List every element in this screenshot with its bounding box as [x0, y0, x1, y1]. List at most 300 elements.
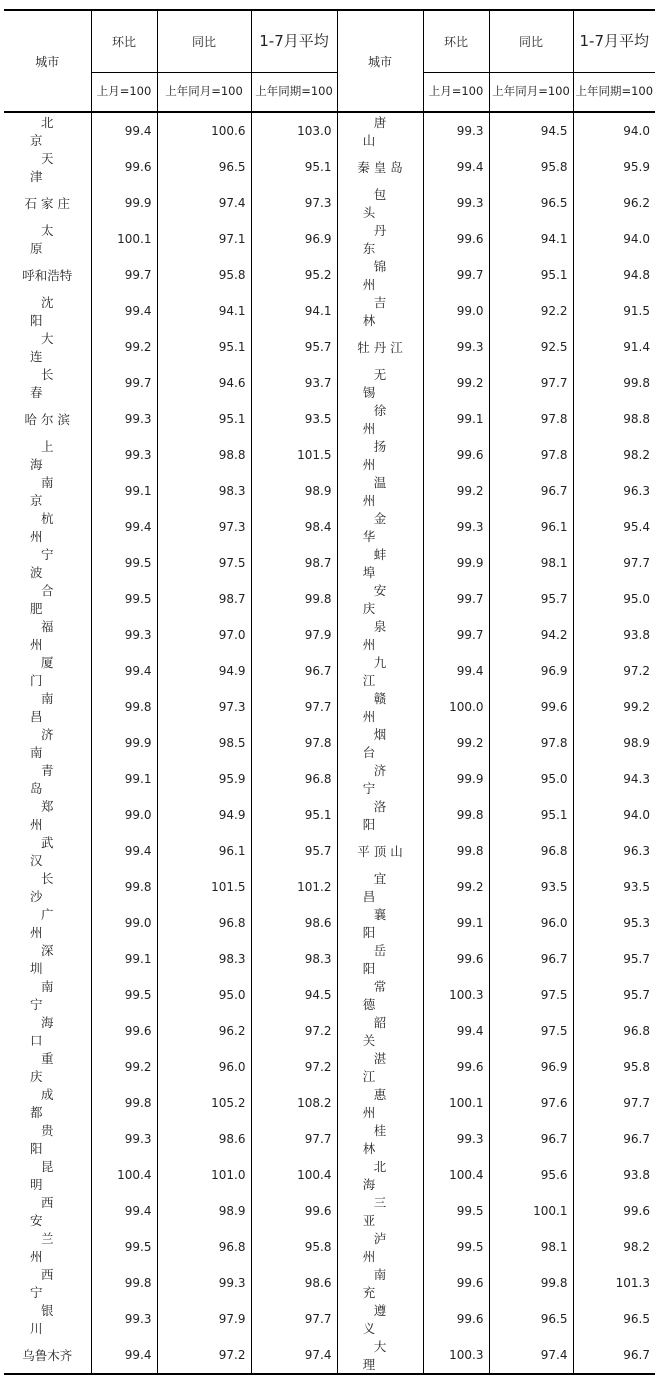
yoy-value-left: 105.2 — [157, 1085, 251, 1121]
mom-value-right: 99.7 — [423, 617, 489, 653]
table-row — [4, 365, 655, 401]
city-name-left: 武汉 — [29, 835, 76, 868]
yoy-value-left: 95.9 — [157, 761, 251, 797]
table-row — [4, 1229, 655, 1265]
avg-value-right: 93.5 — [573, 869, 655, 905]
mom-value-right: 99.2 — [423, 365, 489, 401]
mom-value-left: 99.4 — [91, 653, 157, 689]
avg-value-left: 101.5 — [251, 437, 337, 473]
avg-value-right: 95.4 — [573, 509, 655, 545]
header-yoy-base-right: 上年同月=100 — [489, 72, 573, 112]
yoy-value-left: 97.4 — [157, 185, 251, 221]
mom-value-right: 99.6 — [423, 1301, 489, 1337]
yoy-value-right: 94.1 — [489, 221, 573, 257]
city-name-left: 银川 — [29, 1303, 76, 1336]
header-city-right: 城市 — [337, 10, 423, 112]
city-name-left: 沈阳 — [29, 295, 76, 328]
yoy-value-right: 96.7 — [489, 1121, 573, 1157]
mom-value-left: 99.8 — [91, 689, 157, 725]
mom-value-right: 99.6 — [423, 941, 489, 977]
header-avg-left: 1-7月平均 — [251, 10, 337, 72]
city-name-left: 深圳 — [29, 943, 76, 976]
yoy-value-left: 96.5 — [157, 149, 251, 185]
mom-value-left: 99.4 — [91, 1337, 157, 1374]
mom-value-right: 100.3 — [423, 977, 489, 1013]
yoy-value-right: 95.0 — [489, 761, 573, 797]
yoy-value-left: 101.0 — [157, 1157, 251, 1193]
city-name-left: 太原 — [29, 223, 76, 256]
city-name-left: 宁波 — [29, 547, 76, 580]
mom-value-left: 99.5 — [91, 581, 157, 617]
yoy-value-right: 96.9 — [489, 653, 573, 689]
city-name-left: 厦门 — [29, 655, 76, 688]
yoy-value-left: 96.8 — [157, 905, 251, 941]
mom-value-right: 99.6 — [423, 1049, 489, 1085]
city-name-right: 无锡 — [337, 365, 423, 401]
mom-value-left: 99.3 — [91, 437, 157, 473]
city-name-left: 海口 — [29, 1015, 76, 1048]
yoy-value-left: 96.0 — [157, 1049, 251, 1085]
avg-value-right: 93.8 — [573, 1157, 655, 1193]
mom-value-left: 99.8 — [91, 869, 157, 905]
mom-value-left: 99.4 — [91, 509, 157, 545]
table-row — [4, 1157, 655, 1193]
mom-value-right: 99.7 — [423, 581, 489, 617]
yoy-value-right: 98.1 — [489, 1229, 573, 1265]
mom-value-right: 99.3 — [423, 185, 489, 221]
table-row — [4, 293, 655, 329]
avg-value-right: 91.5 — [573, 293, 655, 329]
city-name-right: 遵义 — [337, 1301, 423, 1337]
table-row — [4, 761, 655, 797]
yoy-value-right: 100.1 — [489, 1193, 573, 1229]
avg-value-right: 98.8 — [573, 401, 655, 437]
mom-value-left: 99.4 — [91, 1193, 157, 1229]
table-row — [4, 437, 655, 473]
header-avg-base-left: 上年同期=100 — [251, 72, 337, 112]
mom-value-left: 99.9 — [91, 185, 157, 221]
city-name-right: 安庆 — [337, 581, 423, 617]
avg-value-left: 94.1 — [251, 293, 337, 329]
mom-value-left: 99.9 — [91, 725, 157, 761]
city-name-left: 兰州 — [29, 1231, 76, 1264]
header-avg-right: 1-7月平均 — [573, 10, 655, 72]
mom-value-right: 99.3 — [423, 329, 489, 365]
mom-value-left: 99.8 — [91, 1265, 157, 1301]
mom-value-left: 99.4 — [91, 112, 157, 149]
mom-value-right: 99.1 — [423, 905, 489, 941]
city-name-right: 唐山 — [337, 112, 423, 149]
mom-value-left: 99.2 — [91, 1049, 157, 1085]
table-row — [4, 833, 655, 869]
header-yoy-right: 同比 — [489, 10, 573, 72]
city-name-left: 福州 — [29, 619, 76, 652]
avg-value-right: 99.2 — [573, 689, 655, 725]
city-name-right: 宜昌 — [337, 869, 423, 905]
mom-value-left: 99.7 — [91, 257, 157, 293]
avg-value-right: 95.9 — [573, 149, 655, 185]
yoy-value-left: 98.3 — [157, 473, 251, 509]
city-name-right: 九江 — [337, 653, 423, 689]
city-name-left: 哈尔滨 — [24, 412, 74, 427]
city-name-left: 郑州 — [29, 799, 76, 832]
city-name-right: 三亚 — [337, 1193, 423, 1229]
city-name-right: 洛阳 — [337, 797, 423, 833]
avg-value-right: 96.7 — [573, 1337, 655, 1374]
mom-value-right: 100.1 — [423, 1085, 489, 1121]
yoy-value-right: 97.8 — [489, 401, 573, 437]
header-mom-right: 环比 — [423, 10, 489, 72]
avg-value-left: 108.2 — [251, 1085, 337, 1121]
city-name-right: 常德 — [337, 977, 423, 1013]
yoy-value-left: 95.8 — [157, 257, 251, 293]
header-avg-base-right: 上年同期=100 — [573, 72, 655, 112]
table-row — [4, 1337, 655, 1374]
avg-value-left: 95.7 — [251, 833, 337, 869]
city-name-left: 广州 — [29, 907, 76, 940]
mom-value-left: 99.5 — [91, 977, 157, 1013]
header-mom-base-left: 上月=100 — [91, 72, 157, 112]
mom-value-left: 99.1 — [91, 761, 157, 797]
table-body — [4, 112, 655, 1374]
yoy-value-right: 97.5 — [489, 1013, 573, 1049]
city-name-right: 桂林 — [337, 1121, 423, 1157]
yoy-value-left: 98.8 — [157, 437, 251, 473]
avg-value-right: 95.7 — [573, 977, 655, 1013]
city-name-right: 扬州 — [337, 437, 423, 473]
city-name-left: 长沙 — [29, 871, 76, 904]
avg-value-left: 93.7 — [251, 365, 337, 401]
avg-value-left: 98.4 — [251, 509, 337, 545]
mom-value-left: 99.3 — [91, 1121, 157, 1157]
mom-value-right: 100.4 — [423, 1157, 489, 1193]
avg-value-left: 97.4 — [251, 1337, 337, 1374]
city-name-right: 丹东 — [337, 221, 423, 257]
city-name-right: 蚌埠 — [337, 545, 423, 581]
yoy-value-right: 97.7 — [489, 365, 573, 401]
avg-value-right: 93.8 — [573, 617, 655, 653]
city-name-right: 平顶山 — [337, 833, 423, 869]
mom-value-left: 99.5 — [91, 545, 157, 581]
yoy-value-right: 92.2 — [489, 293, 573, 329]
avg-value-left: 97.3 — [251, 185, 337, 221]
mom-value-left: 99.3 — [91, 401, 157, 437]
yoy-value-right: 97.6 — [489, 1085, 573, 1121]
mom-value-right: 99.0 — [423, 293, 489, 329]
avg-value-left: 96.8 — [251, 761, 337, 797]
avg-value-right: 91.4 — [573, 329, 655, 365]
city-name-right: 湛江 — [337, 1049, 423, 1085]
avg-value-right: 96.8 — [573, 1013, 655, 1049]
yoy-value-left: 98.7 — [157, 581, 251, 617]
mom-value-left: 99.7 — [91, 365, 157, 401]
city-name-right: 温州 — [337, 473, 423, 509]
mom-value-right: 99.4 — [423, 653, 489, 689]
avg-value-right: 94.0 — [573, 112, 655, 149]
avg-value-left: 99.8 — [251, 581, 337, 617]
city-name-right: 韶关 — [337, 1013, 423, 1049]
mom-value-left: 99.5 — [91, 1229, 157, 1265]
city-name-left: 西安 — [29, 1195, 76, 1228]
avg-value-right: 101.3 — [573, 1265, 655, 1301]
yoy-value-left: 97.0 — [157, 617, 251, 653]
city-name-right: 赣州 — [337, 689, 423, 725]
avg-value-left: 93.5 — [251, 401, 337, 437]
mom-value-right: 99.3 — [423, 509, 489, 545]
city-name-right: 北海 — [337, 1157, 423, 1193]
table-row — [4, 1265, 655, 1301]
avg-value-right: 97.2 — [573, 653, 655, 689]
table-row — [4, 1121, 655, 1157]
avg-value-right: 96.5 — [573, 1301, 655, 1337]
city-name-right: 济宁 — [337, 761, 423, 797]
mom-value-left: 99.4 — [91, 293, 157, 329]
avg-value-right: 97.7 — [573, 545, 655, 581]
yoy-value-left: 95.1 — [157, 329, 251, 365]
yoy-value-right: 95.7 — [489, 581, 573, 617]
header-mom-left: 环比 — [91, 10, 157, 72]
yoy-value-right: 97.5 — [489, 977, 573, 1013]
mom-value-right: 99.9 — [423, 761, 489, 797]
avg-value-left: 94.5 — [251, 977, 337, 1013]
avg-value-right: 94.0 — [573, 221, 655, 257]
city-name-right: 包头 — [337, 185, 423, 221]
city-name-left: 石家庄 — [24, 196, 74, 211]
city-name-left: 昆明 — [29, 1159, 76, 1192]
yoy-value-left: 97.3 — [157, 689, 251, 725]
table-row — [4, 473, 655, 509]
table-row — [4, 797, 655, 833]
yoy-value-left: 94.9 — [157, 797, 251, 833]
table-row — [4, 689, 655, 725]
table-row — [4, 149, 655, 185]
avg-value-left: 98.9 — [251, 473, 337, 509]
city-name-right: 泸州 — [337, 1229, 423, 1265]
avg-value-left: 97.7 — [251, 1121, 337, 1157]
city-name-right: 锦州 — [337, 257, 423, 293]
table-row — [4, 1301, 655, 1337]
yoy-value-left: 95.1 — [157, 401, 251, 437]
mom-value-right: 99.5 — [423, 1229, 489, 1265]
avg-value-left: 97.7 — [251, 1301, 337, 1337]
table-row — [4, 257, 655, 293]
yoy-value-right: 93.5 — [489, 869, 573, 905]
header-city-left: 城市 — [35, 54, 60, 69]
yoy-value-right: 98.1 — [489, 545, 573, 581]
table-row — [4, 221, 655, 257]
yoy-value-right: 96.0 — [489, 905, 573, 941]
yoy-value-right: 99.6 — [489, 689, 573, 725]
avg-value-right: 96.7 — [573, 1121, 655, 1157]
mom-value-right: 99.1 — [423, 401, 489, 437]
city-name-left: 重庆 — [29, 1051, 76, 1084]
yoy-value-right: 96.8 — [489, 833, 573, 869]
mom-value-right: 100.0 — [423, 689, 489, 725]
yoy-value-left: 94.1 — [157, 293, 251, 329]
avg-value-right: 94.0 — [573, 797, 655, 833]
mom-value-right: 100.3 — [423, 1337, 489, 1374]
yoy-value-right: 95.1 — [489, 257, 573, 293]
yoy-value-right: 97.4 — [489, 1337, 573, 1374]
city-name-right: 襄阳 — [337, 905, 423, 941]
avg-value-left: 96.9 — [251, 221, 337, 257]
mom-value-left: 99.2 — [91, 329, 157, 365]
mom-value-right: 99.6 — [423, 221, 489, 257]
city-name-right: 岳阳 — [337, 941, 423, 977]
avg-value-left: 101.2 — [251, 869, 337, 905]
mom-value-right: 99.5 — [423, 1193, 489, 1229]
city-name-left: 南宁 — [29, 979, 76, 1012]
yoy-value-left: 96.8 — [157, 1229, 251, 1265]
city-name-right: 秦皇岛 — [337, 149, 423, 185]
yoy-value-left: 97.5 — [157, 545, 251, 581]
table-row — [4, 977, 655, 1013]
city-name-left: 长春 — [29, 367, 76, 400]
yoy-value-left: 101.5 — [157, 869, 251, 905]
avg-value-right: 94.8 — [573, 257, 655, 293]
header-mom-base-right: 上月=100 — [423, 72, 489, 112]
mom-value-left: 99.0 — [91, 797, 157, 833]
avg-value-right: 96.3 — [573, 833, 655, 869]
yoy-value-right: 97.8 — [489, 437, 573, 473]
mom-value-right: 99.3 — [423, 1121, 489, 1157]
mom-value-right: 99.6 — [423, 1265, 489, 1301]
yoy-value-left: 99.3 — [157, 1265, 251, 1301]
yoy-value-right: 96.7 — [489, 941, 573, 977]
header-yoy-left: 同比 — [157, 10, 251, 72]
mom-value-right: 99.8 — [423, 833, 489, 869]
yoy-value-right: 95.8 — [489, 149, 573, 185]
city-name-left: 济南 — [29, 727, 76, 760]
city-name-left: 大连 — [29, 331, 76, 364]
city-name-right: 徐州 — [337, 401, 423, 437]
city-name-left: 天津 — [29, 151, 76, 184]
yoy-value-left: 98.5 — [157, 725, 251, 761]
table-row — [4, 1085, 655, 1121]
yoy-value-right: 96.1 — [489, 509, 573, 545]
city-name-left: 贵阳 — [29, 1123, 76, 1156]
table-row — [4, 112, 655, 149]
avg-value-right: 95.7 — [573, 941, 655, 977]
city-name-left: 成都 — [29, 1087, 76, 1120]
mom-value-left: 99.1 — [91, 473, 157, 509]
avg-value-right: 95.3 — [573, 905, 655, 941]
yoy-value-right: 94.2 — [489, 617, 573, 653]
table-row — [4, 1049, 655, 1085]
yoy-value-left: 97.2 — [157, 1337, 251, 1374]
yoy-value-right: 95.1 — [489, 797, 573, 833]
yoy-value-right: 99.8 — [489, 1265, 573, 1301]
city-name-left: 乌鲁木齐 — [22, 1348, 73, 1363]
mom-value-left: 99.1 — [91, 941, 157, 977]
city-name-right: 烟台 — [337, 725, 423, 761]
yoy-value-left: 100.6 — [157, 112, 251, 149]
mom-value-left: 99.3 — [91, 1301, 157, 1337]
yoy-value-left: 97.9 — [157, 1301, 251, 1337]
avg-value-left: 97.2 — [251, 1013, 337, 1049]
header-yoy-base-left: 上年同月=100 — [157, 72, 251, 112]
mom-value-left: 99.0 — [91, 905, 157, 941]
avg-value-left: 95.2 — [251, 257, 337, 293]
yoy-value-left: 96.2 — [157, 1013, 251, 1049]
city-name-left: 呼和浩特 — [22, 268, 73, 283]
city-name-left: 南昌 — [29, 691, 76, 724]
table-row — [4, 329, 655, 365]
table-row — [4, 869, 655, 905]
yoy-value-right: 96.5 — [489, 185, 573, 221]
avg-value-right: 95.0 — [573, 581, 655, 617]
table-row — [4, 725, 655, 761]
avg-value-left: 95.7 — [251, 329, 337, 365]
mom-value-right: 99.4 — [423, 149, 489, 185]
avg-value-left: 99.6 — [251, 1193, 337, 1229]
avg-value-right: 98.9 — [573, 725, 655, 761]
avg-value-right: 96.3 — [573, 473, 655, 509]
table-row — [4, 905, 655, 941]
city-name-left: 北京 — [29, 115, 76, 148]
avg-value-left: 97.7 — [251, 689, 337, 725]
mom-value-left: 99.6 — [91, 149, 157, 185]
avg-value-right: 96.2 — [573, 185, 655, 221]
city-name-left: 西宁 — [29, 1267, 76, 1300]
city-name-right: 吉林 — [337, 293, 423, 329]
table-row — [4, 653, 655, 689]
yoy-value-left: 96.1 — [157, 833, 251, 869]
city-name-right: 大理 — [337, 1337, 423, 1374]
mom-value-left: 100.1 — [91, 221, 157, 257]
price-index-table — [4, 9, 655, 1375]
mom-value-left: 99.6 — [91, 1013, 157, 1049]
table-row — [4, 1193, 655, 1229]
city-name-right: 南充 — [337, 1265, 423, 1301]
avg-value-left: 98.3 — [251, 941, 337, 977]
yoy-value-left: 98.9 — [157, 1193, 251, 1229]
yoy-value-right: 97.8 — [489, 725, 573, 761]
avg-value-left: 100.4 — [251, 1157, 337, 1193]
avg-value-left: 98.7 — [251, 545, 337, 581]
mom-value-right: 99.7 — [423, 257, 489, 293]
city-name-right: 惠州 — [337, 1085, 423, 1121]
yoy-value-left: 94.6 — [157, 365, 251, 401]
yoy-value-right: 96.7 — [489, 473, 573, 509]
avg-value-left: 95.1 — [251, 797, 337, 833]
mom-value-right: 99.2 — [423, 725, 489, 761]
city-name-left: 青岛 — [29, 763, 76, 796]
mom-value-left: 100.4 — [91, 1157, 157, 1193]
table-row — [4, 401, 655, 437]
yoy-value-left: 94.9 — [157, 653, 251, 689]
mom-value-right: 99.2 — [423, 473, 489, 509]
avg-value-right: 94.3 — [573, 761, 655, 797]
avg-value-left: 97.8 — [251, 725, 337, 761]
table-header — [4, 10, 655, 112]
table-row — [4, 941, 655, 977]
city-name-left: 南京 — [29, 475, 76, 508]
avg-value-left: 96.7 — [251, 653, 337, 689]
price-index-table-container — [4, 9, 655, 1375]
avg-value-right: 99.8 — [573, 365, 655, 401]
avg-value-right: 98.2 — [573, 1229, 655, 1265]
yoy-value-right: 96.9 — [489, 1049, 573, 1085]
city-name-right: 金华 — [337, 509, 423, 545]
yoy-value-left: 97.3 — [157, 509, 251, 545]
city-name-left: 合肥 — [29, 583, 76, 616]
avg-value-left: 95.8 — [251, 1229, 337, 1265]
city-name-left: 上海 — [29, 439, 76, 472]
yoy-value-left: 98.3 — [157, 941, 251, 977]
mom-value-left: 99.4 — [91, 833, 157, 869]
table-row — [4, 509, 655, 545]
